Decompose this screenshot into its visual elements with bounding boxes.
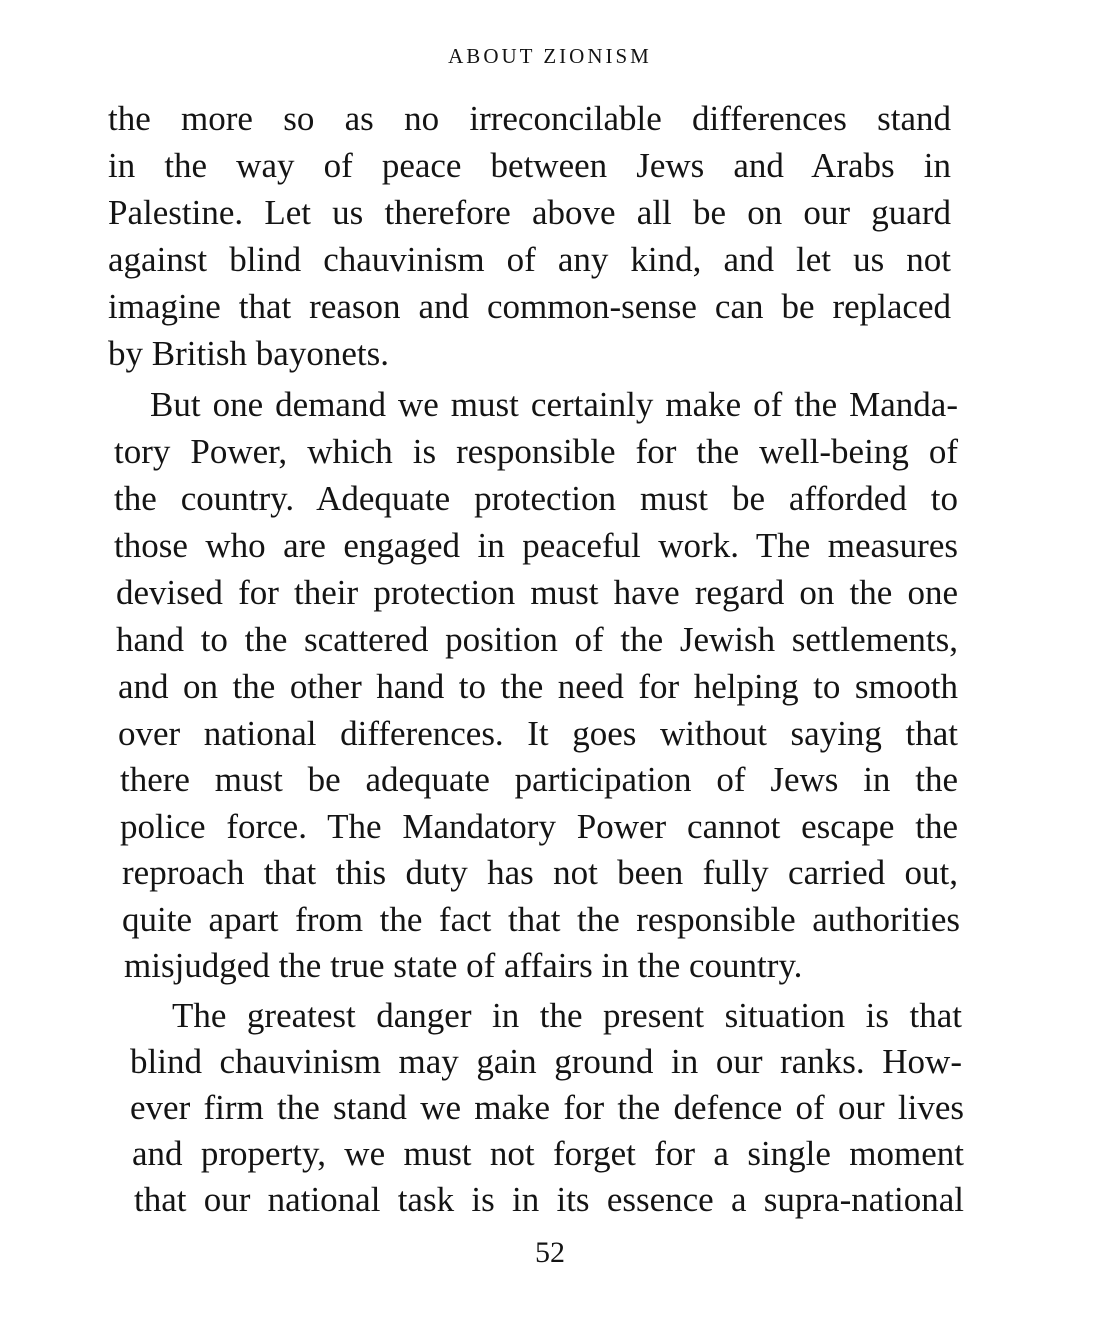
text-line: blind chauvinism may gain ground in our ranks. How- <box>130 1042 962 1081</box>
running-head: ABOUT ZIONISM <box>448 44 652 68</box>
text-line: police force. The Mandatory Power cannot escape the <box>120 807 958 846</box>
page-number: 52 <box>535 1236 565 1269</box>
text-line: Palestine. Let us therefore above all be on our guard <box>108 193 951 232</box>
text-line: against blind chauvinism of any kind, and let us not <box>108 240 951 279</box>
text-line: reproach that this duty has not been fully carried out, <box>122 853 958 892</box>
text-line: imagine that reason and common-sense can be replaced <box>108 287 951 326</box>
text-line: hand to the scattered position of the Jewish settlements, <box>116 620 958 659</box>
text-line: that our national task is in its essence a supra-national <box>134 1180 964 1219</box>
text-line: quite apart from the fact that the responsible authorities <box>122 900 960 939</box>
text-line: there must be adequate participation of Jews in the <box>120 760 958 799</box>
text-line: the country. Adequate protection must be afforded to <box>114 479 958 518</box>
text-line: devised for their protection must have regard on the one <box>116 573 958 612</box>
text-line: tory Power, which is responsible for the well-being of <box>114 432 958 471</box>
text-line: over national differences. It goes without saying that <box>118 714 958 753</box>
text-line: ever firm the stand we make for the defence of our lives <box>130 1088 964 1127</box>
text-line: in the way of peace between Jews and Arabs in <box>108 146 951 185</box>
text-line: the more so as no irreconcilable differences stand <box>108 99 951 138</box>
text-line: and property, we must not forget for a single moment <box>132 1134 964 1173</box>
text-line: by British bayonets. <box>108 334 389 373</box>
text-line: The greatest danger in the present situation is that <box>172 996 962 1035</box>
text-line: and on the other hand to the need for helping to smooth <box>118 667 958 706</box>
text-line: misjudged the true state of affairs in the country. <box>124 946 803 985</box>
text-line: But one demand we must certainly make of the Manda- <box>150 385 958 424</box>
text-line: those who are engaged in peaceful work. The measures <box>114 526 958 565</box>
